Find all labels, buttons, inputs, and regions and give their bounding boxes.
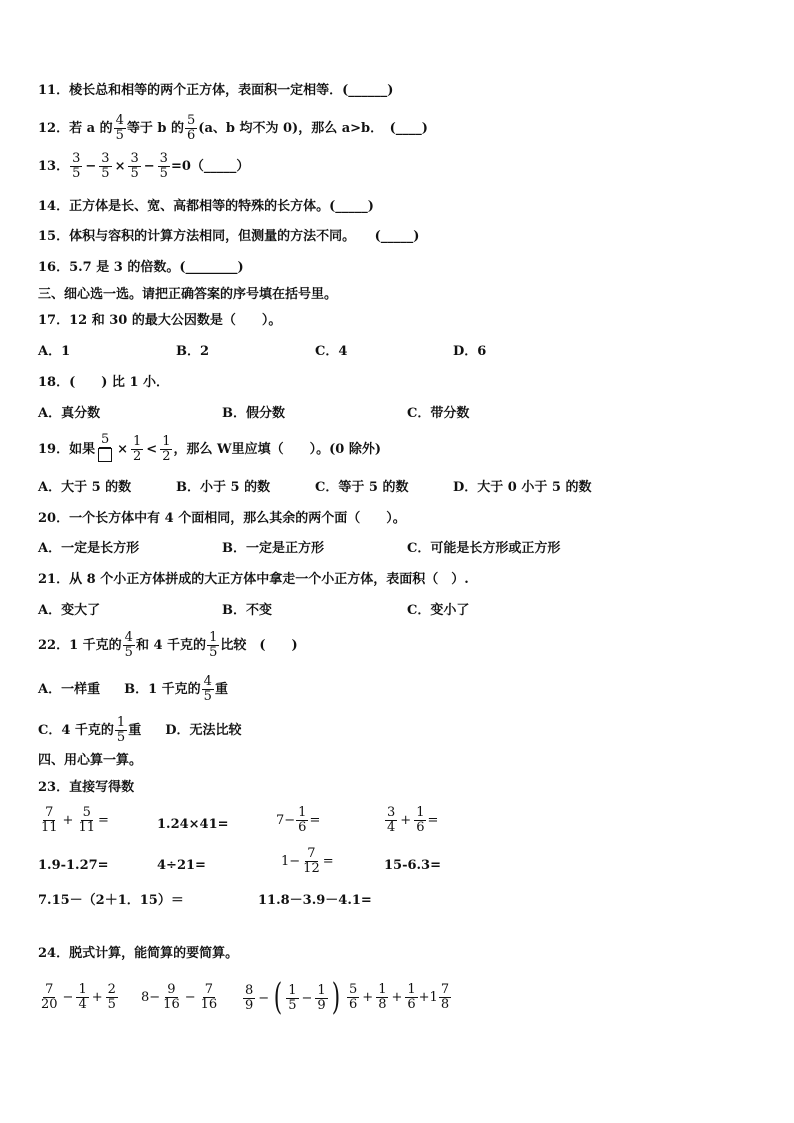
q13-number: 13． (38, 158, 70, 174)
question-23-title: 23．直接写得数 (38, 780, 135, 795)
q13-post: =0（_____） (170, 158, 250, 174)
q18-option-b: B．假分数 (222, 406, 285, 421)
q23-expr-3: 7− $\frac{1}{6}$ = (276, 805, 321, 835)
q23-expr-10: 11.8－3.9－4.1= (258, 893, 372, 908)
q22-mid: 和 4 千克的 (135, 637, 207, 653)
question-16: 16．5.7 是 3 的倍数。(________) (38, 260, 244, 275)
q22-pre: 22．1 千克的 (38, 637, 122, 653)
q23-expr-4: $\frac{3}{4}$ + $\frac{1}{6}$ = (387, 805, 439, 835)
fraction: $\frac{1}{2}$ (162, 434, 171, 464)
question-22 (38, 631, 298, 660)
q21-option-b: B．不变 (222, 603, 272, 618)
q24-expr-4: $\frac{5}{6}$ + $\frac{1}{8}$ + $\frac{1}{6}$ +1 $\frac{7}{8}$ (349, 982, 450, 1012)
fraction: $\frac{4}{5}$ (203, 674, 212, 704)
q17-option-d: D．6 (453, 344, 487, 359)
q20-option-c: C．可能是长方形或正方形 (407, 541, 561, 556)
question-19 (38, 433, 381, 466)
q20-option-a: A．一定是长方形 (38, 541, 140, 556)
q20-option-b: B．一定是正方形 (222, 541, 324, 556)
q19-option-d: D．大于 0 小于 5 的数 (453, 480, 592, 495)
q19-option-a: A．大于 5 的数 (38, 480, 132, 495)
fraction: $\frac{1}{2}$ (133, 434, 142, 464)
fraction: $\frac{4}{5}$ (124, 630, 133, 660)
q12-post: (a、b 均不为 0)，那么 a>b． (____) (198, 120, 428, 136)
q22-options-ab (38, 675, 228, 704)
q24-expr-2: 8− $\frac{9}{16}$ − $\frac{7}{16}$ (141, 982, 218, 1012)
fraction: $\frac{1}{5}$ (209, 630, 218, 660)
section-3-heading: 三、细心选一选。请把正确答案的序号填在括号里。 (38, 287, 338, 302)
q19-option-c: C．等于 5 的数 (315, 480, 409, 495)
section-4-heading: 四、用心算一算。 (38, 753, 143, 768)
question-14: 14．正方体是长、宽、高都相等的特殊的长方体。(_____) (38, 199, 374, 214)
q12-pre: 12．若 a 的 (38, 120, 113, 136)
fraction: $\frac{5}{6}$ (187, 113, 196, 143)
operator: × (114, 158, 126, 174)
q17-option-c: C．4 (315, 344, 348, 359)
q21-option-c: C．变小了 (407, 603, 470, 618)
q22-option-b-post: 重 (214, 681, 228, 697)
question-24-title: 24．脱式计算，能简算的要简算。 (38, 946, 239, 961)
question-18: 18．( ) 比 1 小． (38, 375, 170, 390)
fraction: $\frac{3}{5}$ (101, 151, 110, 181)
fraction: $\frac{1}{5}$ (116, 715, 126, 745)
q19-pre: 19．如果 (38, 441, 96, 457)
operator: < (146, 441, 158, 457)
operator: − (85, 158, 97, 174)
q23-expr-9: 7.15－（2＋1．15）＝ (38, 893, 184, 908)
operator: × (117, 441, 128, 457)
q22-option-c: C．4 千克的 (38, 722, 114, 738)
question-12 (38, 114, 428, 143)
q18-option-a: A．真分数 (38, 406, 101, 421)
q23-expr-8: 15-6.3= (384, 858, 441, 873)
q17-option-a: A．1 (38, 344, 71, 359)
q24-expr-3: $\frac{8}{9}$ − ( $\frac{1}{5}$ − $\frac{1}{9}$ ) (245, 977, 340, 1018)
q19-option-b: B．小于 5 的数 (176, 480, 271, 495)
q23-expr-5: 1.9-1.27= (38, 858, 109, 873)
q12-mid: 等于 b 的 (126, 120, 185, 136)
q23-expr-6: 4÷21= (157, 858, 206, 873)
q21-option-a: A．变大了 (38, 603, 101, 618)
operator: − (143, 158, 155, 174)
fraction: $\frac{3}{5}$ (159, 151, 168, 181)
q22-option-d: D．无法比较 (165, 722, 242, 738)
q24-expr-1: $\frac{7}{20}$ − $\frac{1}{4}$ + $\frac{2}{5}$ (41, 982, 116, 1012)
q22-post: 比较 ( ) (220, 637, 298, 653)
fraction: $\frac{3}{5}$ (130, 151, 139, 181)
q22-option-c-post: 重 (128, 722, 142, 738)
question-15: 15．体积与容积的计算方法相同，但测量的方法不同。 (_____) (38, 229, 420, 244)
q23-expr-1: $\frac{7}{11}$ + $\frac{5}{11}$ = (41, 805, 109, 835)
q23-expr-7: 1− $\frac{7}{12}$ = (281, 846, 334, 876)
q22-options-cd (38, 716, 242, 745)
q18-option-c: C．带分数 (407, 406, 470, 421)
question-13 (38, 152, 249, 181)
q19-post: ，那么 W里应填（ ）。(0 除外) (173, 441, 381, 457)
blank-box (98, 448, 112, 462)
q22-option-a: A．一样重 (38, 681, 101, 697)
question-20: 20．一个长方体中有 4 个面相同，那么其余的两个面（ ）。 (38, 511, 406, 526)
q23-expr-2: 1.24×41= (157, 817, 229, 832)
q17-option-b: B．2 (176, 344, 210, 359)
question-21: 21．从 8 个小正方体拼成的大正方体中拿走一个小正方体，表面积（ ）. (38, 572, 469, 587)
fraction: 5 (96, 433, 114, 466)
fraction: $\frac{4}{5}$ (115, 113, 124, 143)
question-17: 17．12 和 30 的最大公因数是（ ）。 (38, 313, 282, 328)
fraction: $\frac{3}{5}$ (72, 151, 81, 181)
question-11: 11．棱长总和相等的两个正方体，表面积一定相等．(______) (38, 83, 394, 98)
q22-option-b: B．1 千克的 (124, 681, 201, 697)
